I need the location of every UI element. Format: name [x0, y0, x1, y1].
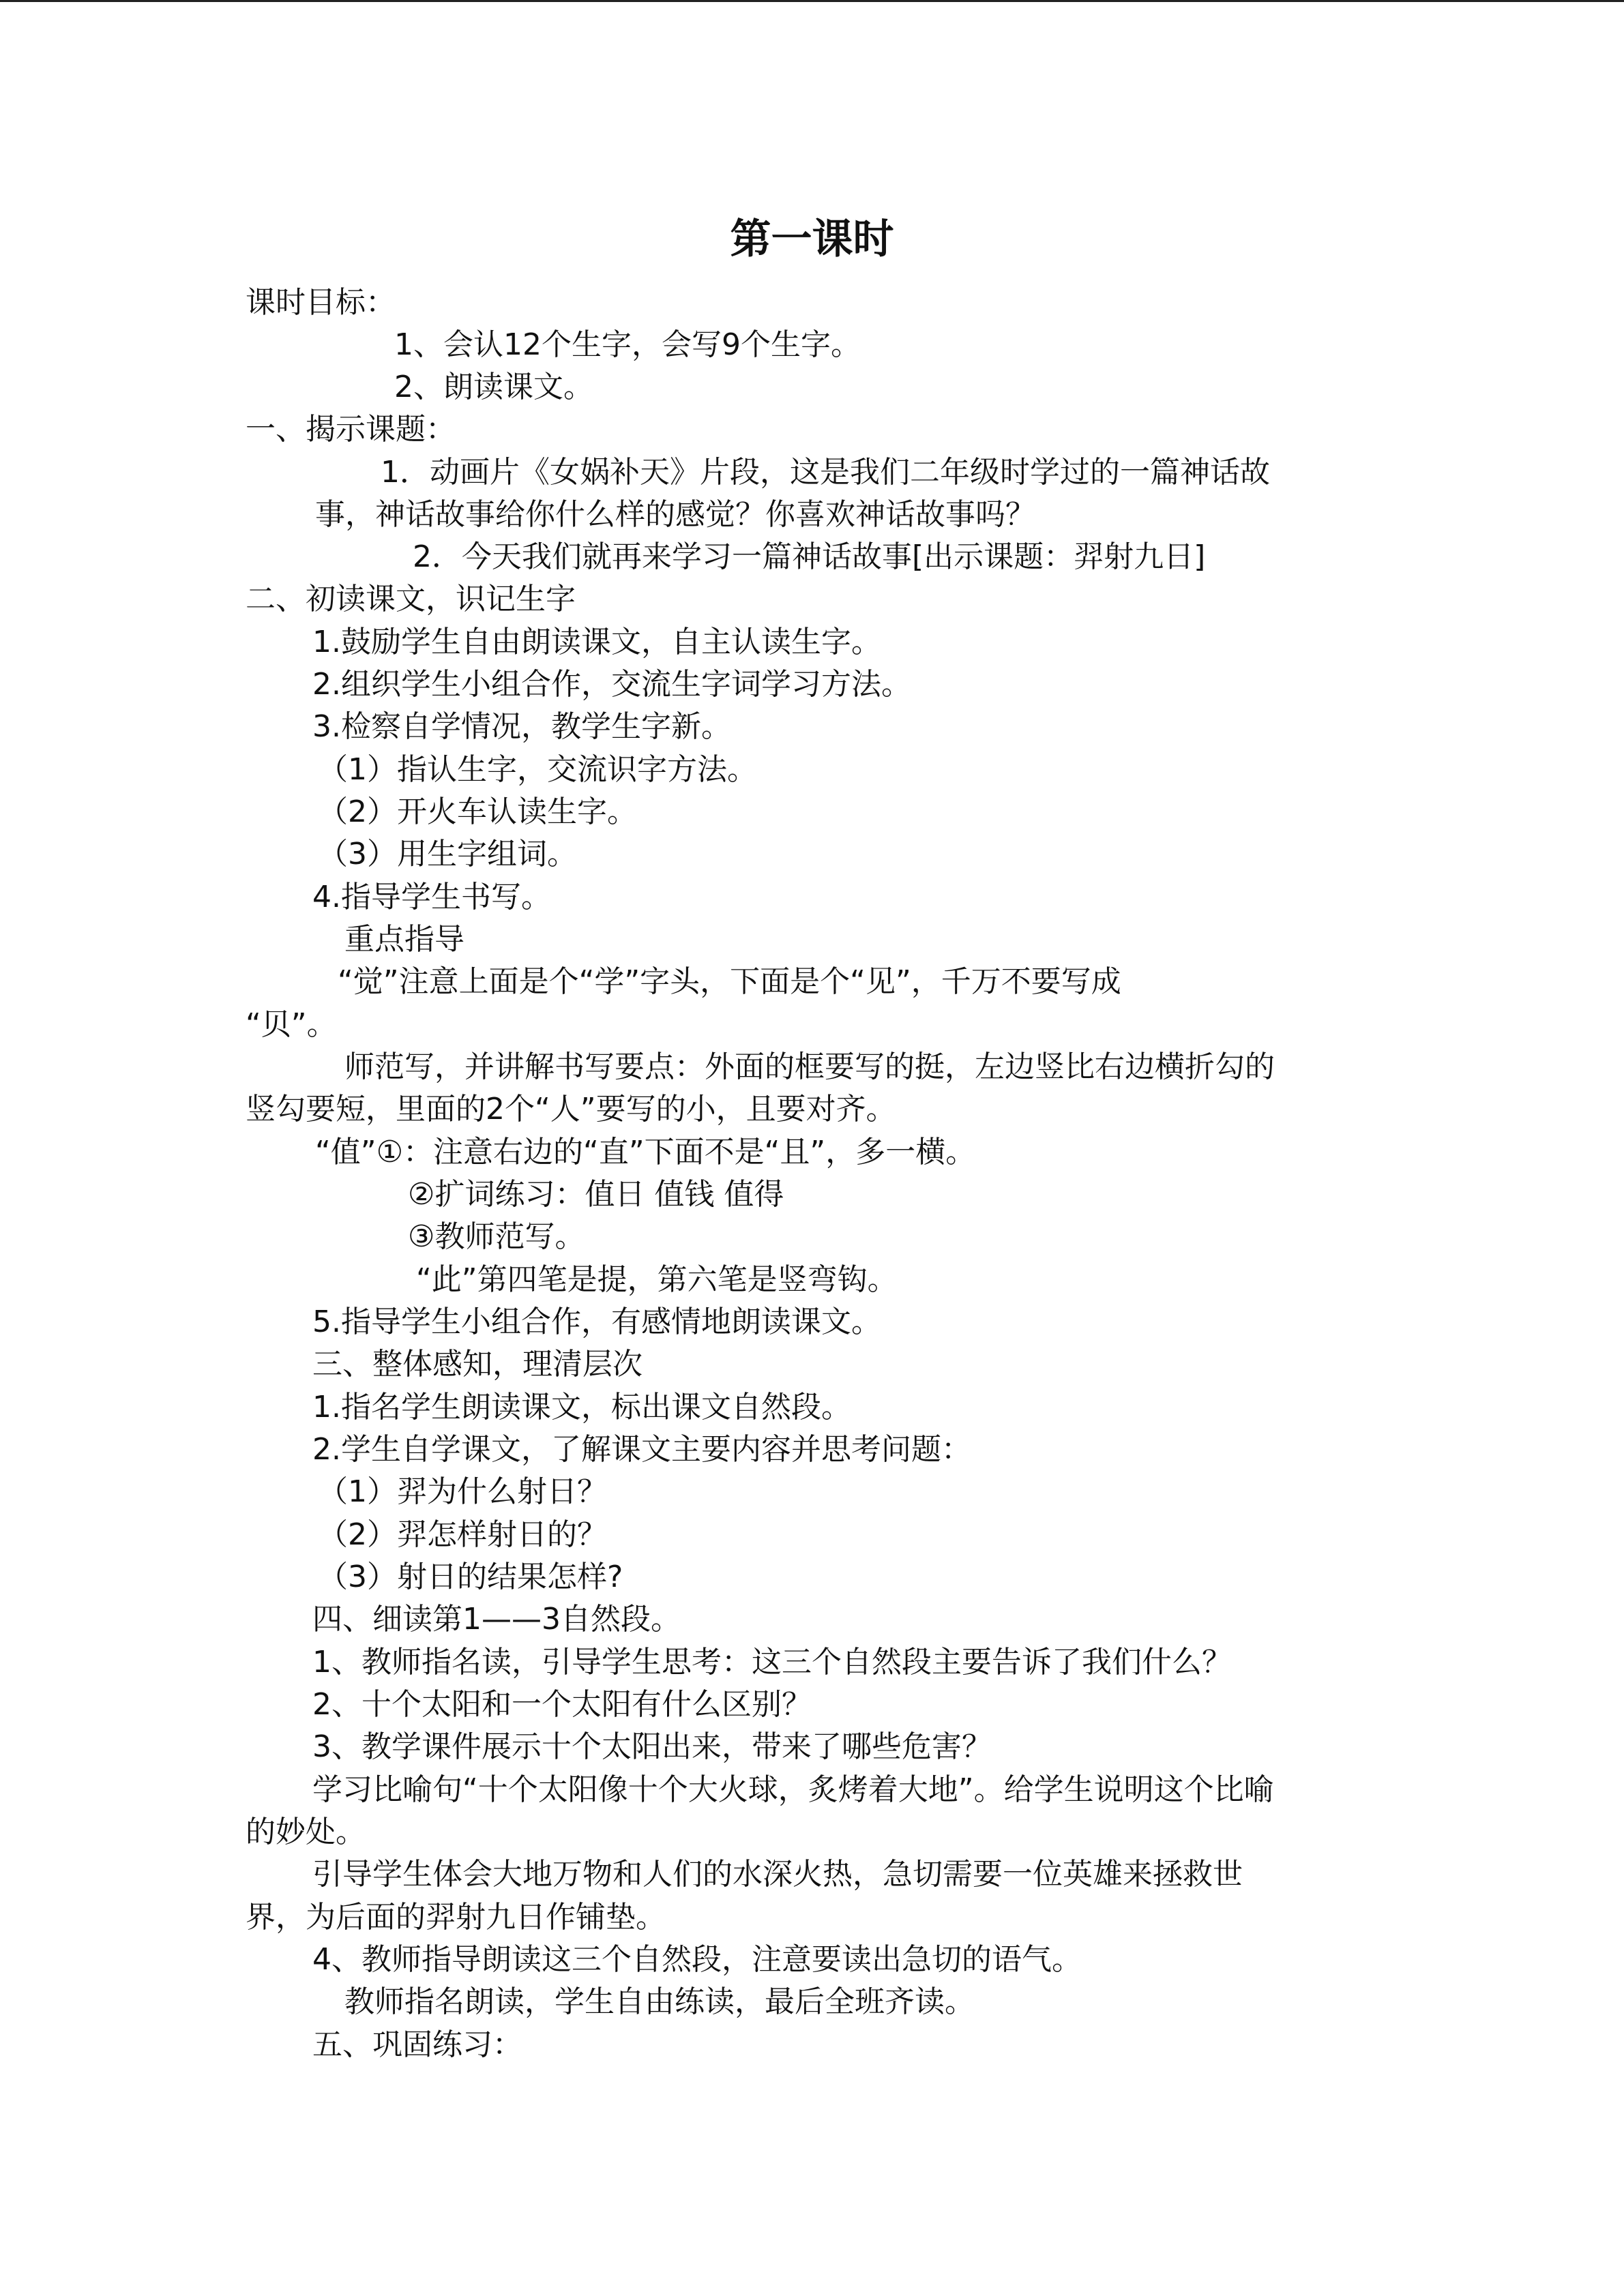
text-line: “觉”注意上面是个“学”字头，下面是个“见”，千万不要写成: [338, 964, 1121, 999]
text-line: “此”第四笔是提，第六笔是竖弯钩。: [416, 1262, 898, 1297]
text-line: 1、教师指名读，引导学生思考：这三个自然段主要告诉了我们什么？: [312, 1645, 1232, 1680]
text-line: 教师指名朗读，学生自由练读，最后全班齐读。: [344, 1984, 975, 2019]
text-line: （3）用生字组词。: [318, 837, 577, 871]
text-line: 2．今天我们就再来学习一篇神话故事[出示课题：羿射九日]: [413, 539, 1206, 574]
text-line: 引导学生体会大地万物和人们的水深火热，急切需要一位英雄来拯救世: [312, 1857, 1243, 1892]
text-line: 五、巩固练习：: [312, 2027, 522, 2062]
text-line: 学习比喻句“十个太阳像十个大火球，炙烤着大地”。给学生说明这个比喻: [312, 1772, 1274, 1807]
text-line: 4、教师指导朗读这三个自然段，注意要读出急切的语气。: [312, 1942, 1082, 1977]
text-line: 二、初读课文，识记生字: [246, 582, 576, 616]
text-line: 事，神话故事给你什么样的感觉？你喜欢神话故事吗？: [315, 497, 1035, 532]
text-line: 1.鼓励学生自由朗读课文，自主认读生字。: [312, 625, 881, 659]
text-line: 2.学生自学课文，了解课文主要内容并思考问题：: [312, 1432, 971, 1467]
text-line: 2.组织学生小组合作，交流生字词学习方法。: [312, 667, 911, 702]
text-line: 一、揭示课题：: [246, 412, 456, 447]
text-line: “贝”。: [246, 1007, 337, 1042]
text-line: 5.指导学生小组合作，有感情地朗读课文。: [312, 1304, 881, 1339]
text-line: ②扩词练习：值日 值钱 值得: [408, 1177, 784, 1212]
page-top-border: [0, 0, 1624, 2]
text-line: （1）指认生字，交流识字方法。: [318, 752, 757, 787]
text-line: （2）羿怎样射日的？: [318, 1517, 607, 1552]
text-line: 界，为后面的羿射九日作铺垫。: [246, 1900, 666, 1935]
page-title: 第一课时: [730, 215, 894, 263]
text-line: 课时目标：: [246, 285, 396, 320]
text-line: 三、整体感知，理清层次: [312, 1347, 643, 1382]
text-line: ③教师范写。: [408, 1219, 585, 1254]
text-line: 师范写，并讲解书写要点：外面的框要写的挺，左边竖比右边横折勾的: [344, 1049, 1275, 1084]
text-line: （3）射日的结果怎样?: [318, 1560, 623, 1594]
text-line: 的妙处。: [246, 1815, 366, 1849]
text-line: 1、会认12个生字，会写9个生字。: [394, 327, 861, 362]
text-line: 竖勾要短，里面的2个“人”要写的小，且要对齐。: [246, 1092, 896, 1127]
text-line: 2、十个太阳和一个太阳有什么区别？: [312, 1687, 812, 1722]
text-line: 1．动画片《女娲补天》片段，这是我们二年级时学过的一篇神话故: [381, 455, 1270, 490]
text-line: 1.指名学生朗读课文，标出课文自然段。: [312, 1390, 851, 1425]
text-line: 2、朗读课文。: [394, 370, 593, 404]
text-line: 4.指导学生书写。: [312, 880, 551, 914]
text-line: 3、教学课件展示十个太阳出来，带来了哪些危害？: [312, 1729, 992, 1764]
text-line: （1）羿为什么射日？: [318, 1474, 607, 1509]
text-line: 重点指导: [344, 922, 464, 957]
text-line: （2）开火车认读生字。: [318, 794, 637, 829]
text-line: “值”①：注意右边的“直”下面不是“且”，多一横。: [315, 1135, 976, 1169]
text-line: 四、细读第1——3自然段。: [312, 1602, 681, 1637]
text-line: 3.检察自学情况，教学生字新。: [312, 709, 731, 744]
